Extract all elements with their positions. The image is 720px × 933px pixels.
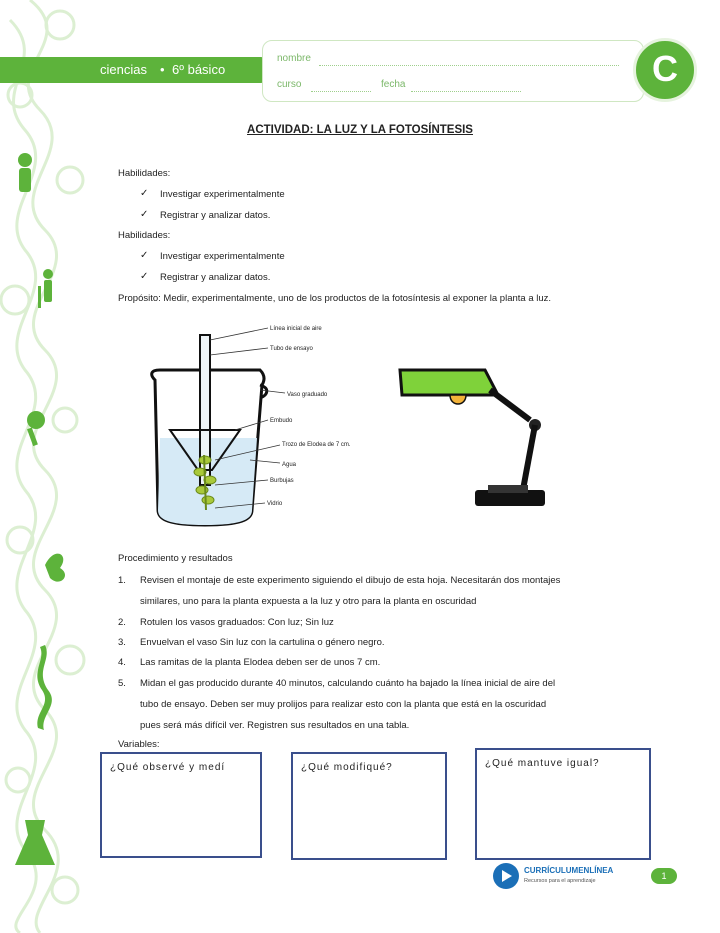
- check-icon: ✓: [140, 188, 149, 199]
- modified-box[interactable]: [291, 752, 447, 860]
- name-field[interactable]: [319, 65, 619, 66]
- header-separator: •: [160, 62, 165, 77]
- label-funnel: Embudo: [270, 418, 293, 424]
- student-info-box: [262, 40, 644, 102]
- decorative-swirl-border: [0, 0, 95, 933]
- procedure-heading: Procedimiento y resultados: [118, 553, 233, 564]
- kept-same-box[interactable]: [475, 748, 651, 860]
- page-title: ACTIVIDAD: LA LUZ Y LA FOTOSÍNTESIS: [247, 124, 473, 136]
- step-text: Envuelvan el vaso Sin luz con la cartulina o género negro.: [140, 637, 385, 648]
- step-number: 5.: [118, 678, 126, 689]
- label-test-tube: Tubo de ensayo: [270, 346, 313, 352]
- grade-label: 6º básico: [172, 62, 226, 77]
- skill-item: Investigar experimentalmente: [160, 251, 285, 262]
- step-text: tubo de ensayo. Deben ser muy prolijos para realizar esto con la planta que está en la oscuridad: [140, 699, 547, 710]
- course-label: curso: [277, 79, 302, 90]
- footer-tagline: Recursos para el aprendizaje: [524, 878, 596, 884]
- label-glass: Vidrio: [267, 501, 283, 507]
- observed-measured-box[interactable]: [100, 752, 262, 858]
- label-bubbles: Burbujas: [270, 478, 294, 484]
- check-icon: ✓: [140, 271, 149, 282]
- skill-item: Investigar experimentalmente: [160, 189, 285, 200]
- step-number: 3.: [118, 637, 126, 648]
- label-air-line: Línea inicial de aire: [270, 326, 322, 332]
- box-question: ¿Qué mantuve igual?: [485, 758, 600, 769]
- check-icon: ✓: [140, 250, 149, 261]
- skill-item: Registrar y analizar datos.: [160, 210, 271, 221]
- step-number: 4.: [118, 657, 126, 668]
- skills-heading: Habilidades:: [118, 168, 171, 179]
- label-beaker: Vaso graduado: [287, 392, 328, 398]
- subject-label: ciencias: [100, 62, 147, 77]
- page-number: 1: [651, 868, 677, 884]
- label-elodea: Trozo de Elodea de 7 cm.: [282, 442, 351, 448]
- step-text: Midan el gas producido durante 40 minutos, calculando cuánto ha bajado la línea inicial de aire del: [140, 678, 556, 689]
- step-number: 2.: [118, 617, 126, 628]
- step-text: Rotulen los vasos graduados: Con luz; Sin luz: [140, 617, 334, 628]
- curriculum-logo-icon: [493, 863, 519, 889]
- desk-lamp-illustration: [390, 355, 560, 520]
- course-field[interactable]: [311, 91, 371, 92]
- purpose-text: Propósito: Medir, experimentalmente, uno de los productos de la fotosíntesis al exponer la planta a luz.: [118, 293, 552, 304]
- skill-item: Registrar y analizar datos.: [160, 272, 271, 283]
- variables-heading: Variables:: [118, 739, 160, 750]
- step-text: Las ramitas de la planta Elodea deben ser de unos 7 cm.: [140, 657, 381, 668]
- level-badge: C: [633, 38, 697, 102]
- check-icon: ✓: [140, 209, 149, 220]
- skills-heading: Habilidades:: [118, 230, 171, 241]
- step-text: Revisen el montaje de este experimento siguiendo el dibujo de esta hoja. Necesitarán dos montajes: [140, 575, 561, 586]
- footer-brand: CURRÍCULUMENLÍNEA: [524, 866, 614, 875]
- label-water: Agua: [282, 462, 297, 468]
- date-field[interactable]: [411, 91, 521, 92]
- step-text: similares, uno para la planta expuesta a la luz y otro para la planta en oscuridad: [140, 596, 477, 607]
- step-number: 1.: [118, 575, 126, 586]
- beaker-elodea-diagram: [140, 320, 370, 530]
- subject-header-band: [0, 57, 265, 83]
- name-label: nombre: [277, 53, 311, 64]
- box-question: ¿Qué modifiqué?: [301, 762, 393, 773]
- box-question: ¿Qué observé y medí: [110, 762, 226, 773]
- step-text: pues será más difícil ver. Registren sus resultados en una tabla.: [140, 720, 410, 731]
- date-label: fecha: [381, 79, 406, 90]
